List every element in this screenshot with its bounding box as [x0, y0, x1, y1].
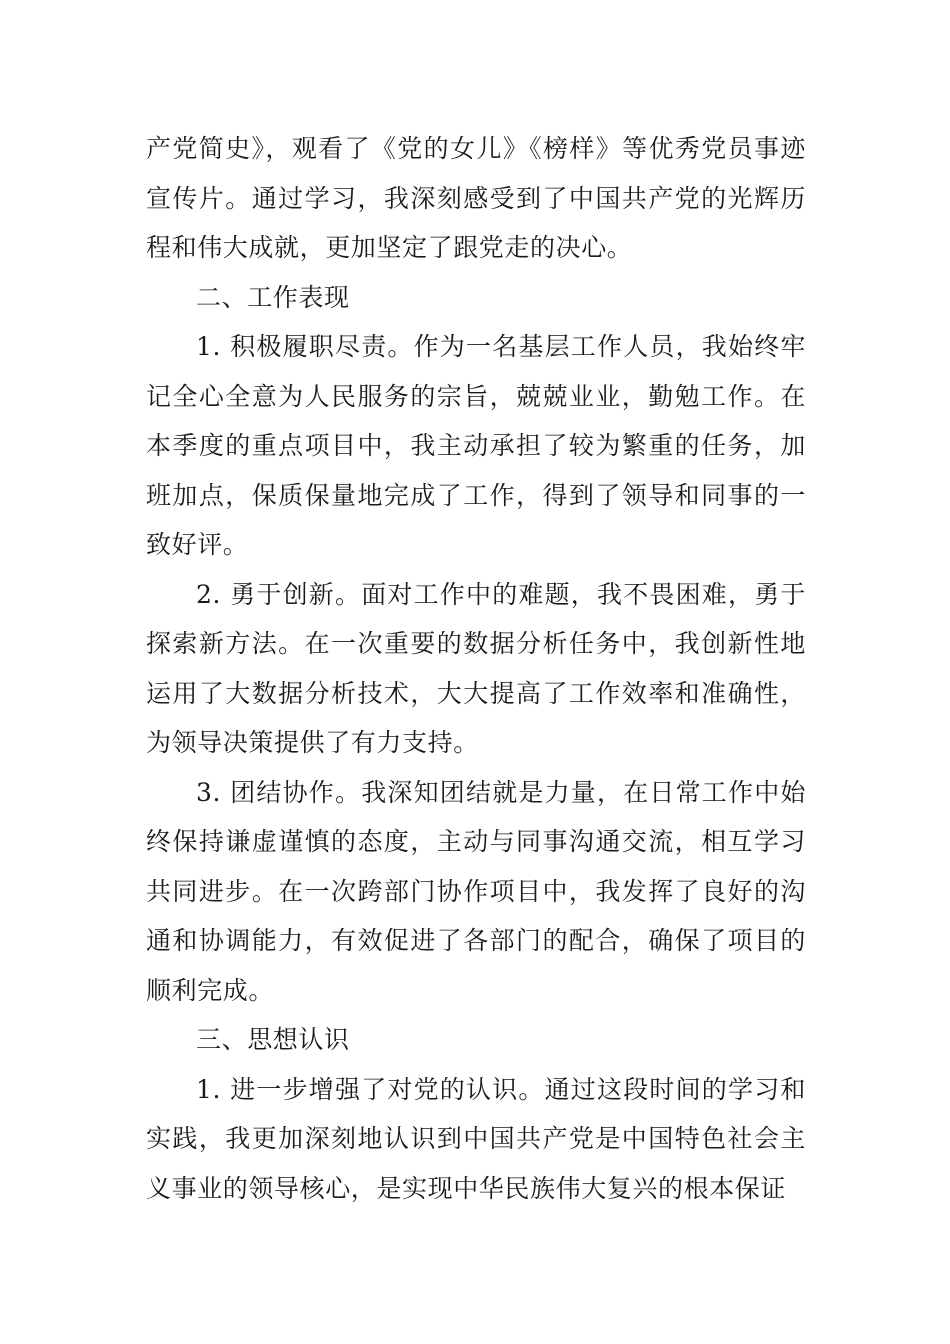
- document-body: [146, 124, 806, 1213]
- paragraph-teamwork: 3. 团结协作。我深知团结就是力量，在日常工作中始终保持谦虚谨慎的态度，主动与同事沟通交流，相互学习共同进步。在一次跨部门协作项目中，我发挥了良好的沟通和协调能力，有效促进了各部门的配合，确保了项目的顺利完成。: [146, 777, 806, 1005]
- paragraph-innovation: 2. 勇于创新。面对工作中的难题，我不畏困难，勇于探索新方法。在一次重要的数据分析任务中，我创新性地运用了大数据分析技术，大大提高了工作效率和准确性，为领导决策提供了有力支持。: [146, 579, 806, 757]
- heading-work-performance: 二、工作表现: [196, 282, 350, 312]
- paragraph-party-understanding: 1. 进一步增强了对党的认识。通过这段时间的学习和实践，我更加深刻地认识到中国共产党是中国特色社会主义事业的领导核心，是实现中华民族伟大复兴的根本保证: [146, 1074, 806, 1203]
- heading-ideological-understanding: 三、思想认识: [196, 1025, 350, 1054]
- paragraph-continued-intro: 产党简史》，观看了《党的女儿》《榜样》等优秀党员事迹宣传片。通过学习，我深刻感受到了中国共产党的光辉历程和伟大成就，更加坚定了跟党走的决心。: [146, 134, 806, 262]
- paragraph-duty: 1. 积极履职尽责。作为一名基层工作人员，我始终牢记全心全意为人民服务的宗旨，兢兢业业，勤勉工作。在本季度的重点项目中，我主动承担了较为繁重的任务，加班加点，保质保量地完成了工作，得到了领导和同事的一致好评。: [146, 332, 806, 559]
